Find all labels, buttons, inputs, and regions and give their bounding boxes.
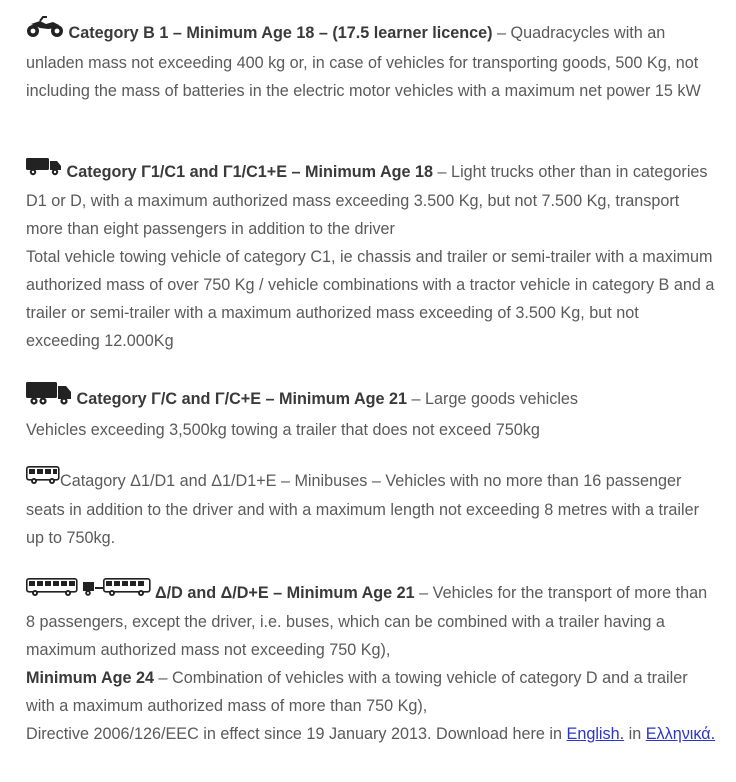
minimum-age-24-text: – Combination of vehicles with a towing vehicle of category D and a trailer with a maximum authorized mass of more than 750 Kg),: [26, 669, 688, 716]
category-c-text-2: Vehicles exceeding 3,500kg towing a trailer that does not exceed 750kg: [26, 421, 540, 439]
category-d-text: – Vehicles for the transport of more than 8 passengers, except the driver, i.e. buses, which can be combined with a trailer having a maximum authorized mass not exceeding 750 Kg),: [26, 584, 708, 660]
category-b1-text: – Quadracycles with an unladen mass not exceeding 400 kg or, in case of vehicles for transporting goods, 500 Kg, not including the mass of batteries in the electric motor vehicles with a maximum net power 15 kW: [26, 23, 701, 100]
category-d1-section: [26, 467, 716, 552]
category-b1-section: [26, 18, 716, 105]
category-d1-text: Catagory Δ1/D1 and Δ1/D1+E – Minibuses – Vehicles with no more than 16 passenger seats in addition to the driver and with a maximum length not exceeding 8 metres with a trailer up to 750kg.: [26, 472, 700, 548]
minimum-age-24-title: Minimum Age 24: [26, 669, 155, 688]
category-c1-text-2: Total vehicle towing vehicle of category C1, ie chassis and trailer or semi-trailer with a maximum authorized mass of over 750 Kg / vehicle combinations with a tractor vehicle in category B and a trailer or semi-trailer with a maximum authorized mass exceeding of 3.500 Kg, but not exceeding 12.000Kg: [26, 248, 715, 351]
category-b1-title: Category B 1 – Minimum Age 18 – (17.5 learner licence): [68, 23, 493, 42]
category-c1-section: [26, 158, 716, 355]
category-c-text: – Large goods vehicles: [407, 389, 579, 408]
minibus-icon: [26, 465, 60, 494]
download-english-link[interactable]: English.: [566, 725, 625, 744]
truck-icon: [26, 381, 72, 414]
category-c-section: [26, 383, 716, 444]
category-d-title: Δ/D and Δ/D+E – Minimum Age 21: [155, 584, 415, 602]
category-c-title: Category Γ/C and Γ/C+E – Minimum Age 21: [76, 389, 408, 408]
category-c1-title: Category Γ1/C1 and Γ1/C1+E – Minimum Age 18: [66, 163, 434, 181]
truck-and-bus-icon: [83, 577, 151, 606]
bus-icon: [26, 577, 78, 606]
category-d-section: [26, 579, 716, 748]
quad-bike-icon: [26, 16, 64, 47]
download-greek-link[interactable]: Ελληνικά.: [645, 725, 716, 744]
light-truck-icon: [26, 156, 62, 185]
directive-text: Directive 2006/126/EEC in effect since 19 January 2013. Download here in: [26, 725, 567, 744]
category-c1-text: – Light trucks other than in categories D1 or D, with a maximum authorized mass exceeding 3.500 Kg, but not 7.500 Kg, transport more than eight passengers in addition to the driver: [26, 163, 708, 239]
in-word: in: [624, 725, 646, 744]
